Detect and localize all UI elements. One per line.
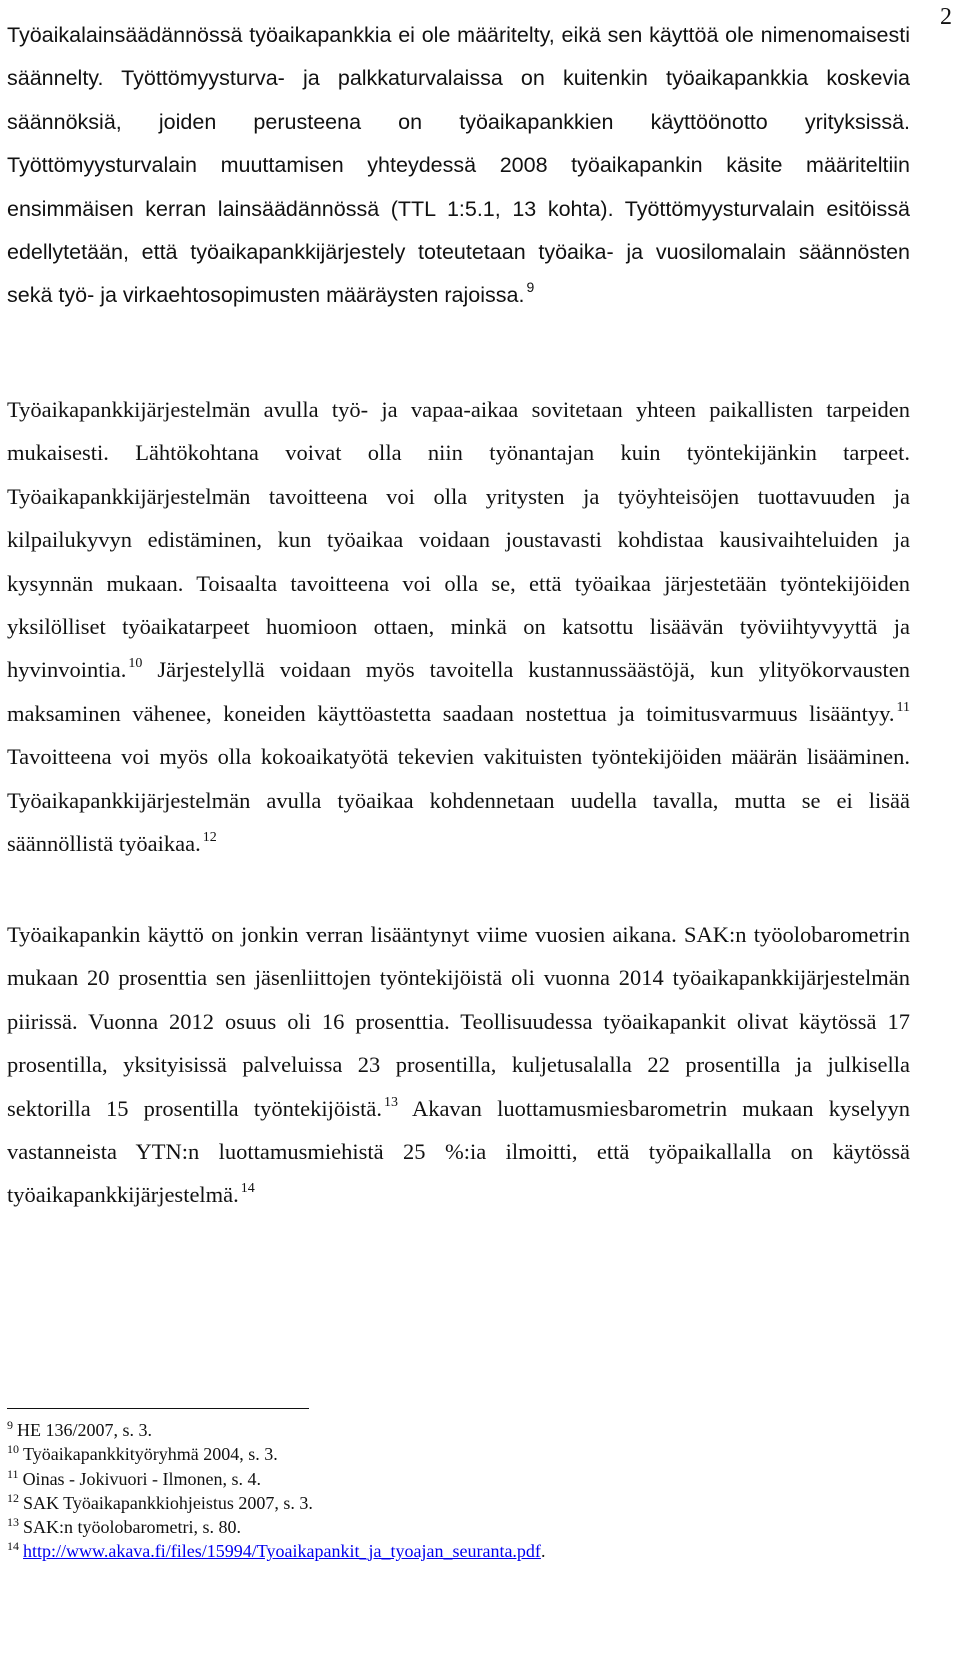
footnote — [7, 1467, 907, 1491]
text-run: Järjestelyllä voidaan myös tavoitella kustannussäästöjä, kun ylityökorvausten maksaminen vähenee, koneiden käyttöastetta saadaan nostettua ja toimitusvarmuus lisääntyy. — [7, 657, 910, 726]
text-run: Työaikalainsäädännössä työaikapankkia ei ole määritelty, eikä sen käyttöä ole nimenomaisesti säännelty. Työttömyysturva- ja palkkaturvalaissa on kuitenkin työaikapankkia koskevia säännöksiä, joiden perusteena on työaikapankkien käyttöönotto yrityksissä. Työttömyysturvalain muuttamisen yhteydessä 2008 työaikapankin käsite määriteltiin ensimmäisen kerran lainsäädännössä (TTL 1:5.1, 13 kohta). Työttömyysturvalain esitöissä edellytetään, että työaikapankkijärjestely toteutetaan työaika- ja vuosilomalain säännösten sekä työ- ja virkaehtosopimusten määräysten rajoissa. — [7, 23, 910, 308]
footnote-number: 12 — [7, 1490, 19, 1505]
footnote-text: SAK:n työolobarometri, s. 80. — [23, 1517, 241, 1538]
paragraph-text — [7, 14, 910, 318]
paragraph-2 — [7, 388, 910, 865]
footnote-number: 9 — [7, 1418, 13, 1432]
footnotes-section — [7, 1418, 907, 1564]
footnote-separator — [7, 1408, 309, 1409]
text-run: Työaikapankin käyttö on jonkin verran lisääntynyt viime vuosien aikana. SAK:n työolobarometrin mukaan 20 prosenttia sen jäsenliittojen työntekijöistä oli vuonna 2014 työaikapankkijärjestelmän piirissä. Vuonna 2012 osuus oli 16 prosenttia. Teollisuudessa työaikapankit olivat käytössä 17 prosentilla, yksityisissä palveluissa 23 prosentilla, kuljetusalalla 22 prosentilla ja julkisella sektorilla 15 prosentilla työntekijöistä. — [7, 922, 910, 1121]
footnote-reference: 13 — [383, 1094, 398, 1110]
footnote-number: 13 — [7, 1515, 19, 1530]
footnote-reference: 12 — [202, 830, 217, 846]
footnote — [7, 1442, 907, 1466]
paragraph-text — [7, 913, 910, 1217]
footnote-reference: 10 — [128, 656, 143, 672]
footnote-reference: 14 — [240, 1181, 255, 1197]
footnote-number: 11 — [7, 1466, 19, 1481]
paragraph-text — [7, 388, 910, 865]
paragraph-1 — [7, 14, 910, 318]
footnote-link[interactable]: http://www.akava.fi/files/15994/Tyoaikapankit_ja_tyoajan_seuranta.pdf — [23, 1541, 541, 1562]
footnote-reference: 9 — [526, 279, 535, 296]
paragraph-3 — [7, 913, 910, 1217]
text-run: Akavan luottamusmiesbarometrin mukaan kyselyyn vastanneista YTN:n luottamusmiehistä 25 %:ia ilmoitti, että työpaikallalla on käytössä työaikapankkijärjestelmä. — [7, 1095, 910, 1208]
text-run: Tavoitteena voi myös olla kokoaikatyötä tekevien vakituisten työntekijöiden määrän lisääminen. Työaikapankkijärjestelmän avulla työaikaa kohdennetaan uudella tavalla, mutta se ei lisää säännöllistä työaikaa. — [7, 744, 910, 857]
footnote — [7, 1418, 907, 1442]
footnote-reference: 11 — [896, 699, 910, 715]
footnote-number: 14 — [7, 1539, 19, 1554]
footnote-text: Oinas - Jokivuori - Ilmonen, s. 4. — [22, 1468, 262, 1489]
footnote-suffix: . — [540, 1541, 546, 1562]
footnote-text: HE 136/2007, s. 3. — [17, 1420, 152, 1440]
page-number: 2 — [940, 4, 952, 30]
footnote — [7, 1539, 907, 1563]
text-run: Työaikapankkijärjestelmän avulla työ- ja vapaa-aikaa sovitetaan yhteen paikallisten tarpeiden mukaisesti. Lähtökohtana voivat olla niin työnantajan kuin työntekijänkin tarpeet. Työaikapankkijärjestelmän tavoitteena voi olla yritysten ja työyhteisöjen tuottavuuden ja kilpailukyvyn edistäminen, kun työaikaa voidaan joustavasti kohdistaa kausivaihteluiden ja kysynnän mukaan. Toisaalta tavoitteena voi olla se, että työaikaa järjestetään työntekijöiden yksilölliset työaikatarpeet huomioon ottaen, minkä on katsottu lisäävän työviihtyvyyttä ja hyvinvointia. — [7, 397, 910, 683]
footnote-text: SAK Työaikapankkiohjeistus 2007, s. 3. — [23, 1492, 313, 1513]
footnote — [7, 1491, 907, 1515]
footnote-text: Työaikapankkityöryhmä 2004, s. 3. — [23, 1444, 278, 1465]
footnote-number: 10 — [7, 1442, 19, 1457]
footnote — [7, 1515, 907, 1539]
